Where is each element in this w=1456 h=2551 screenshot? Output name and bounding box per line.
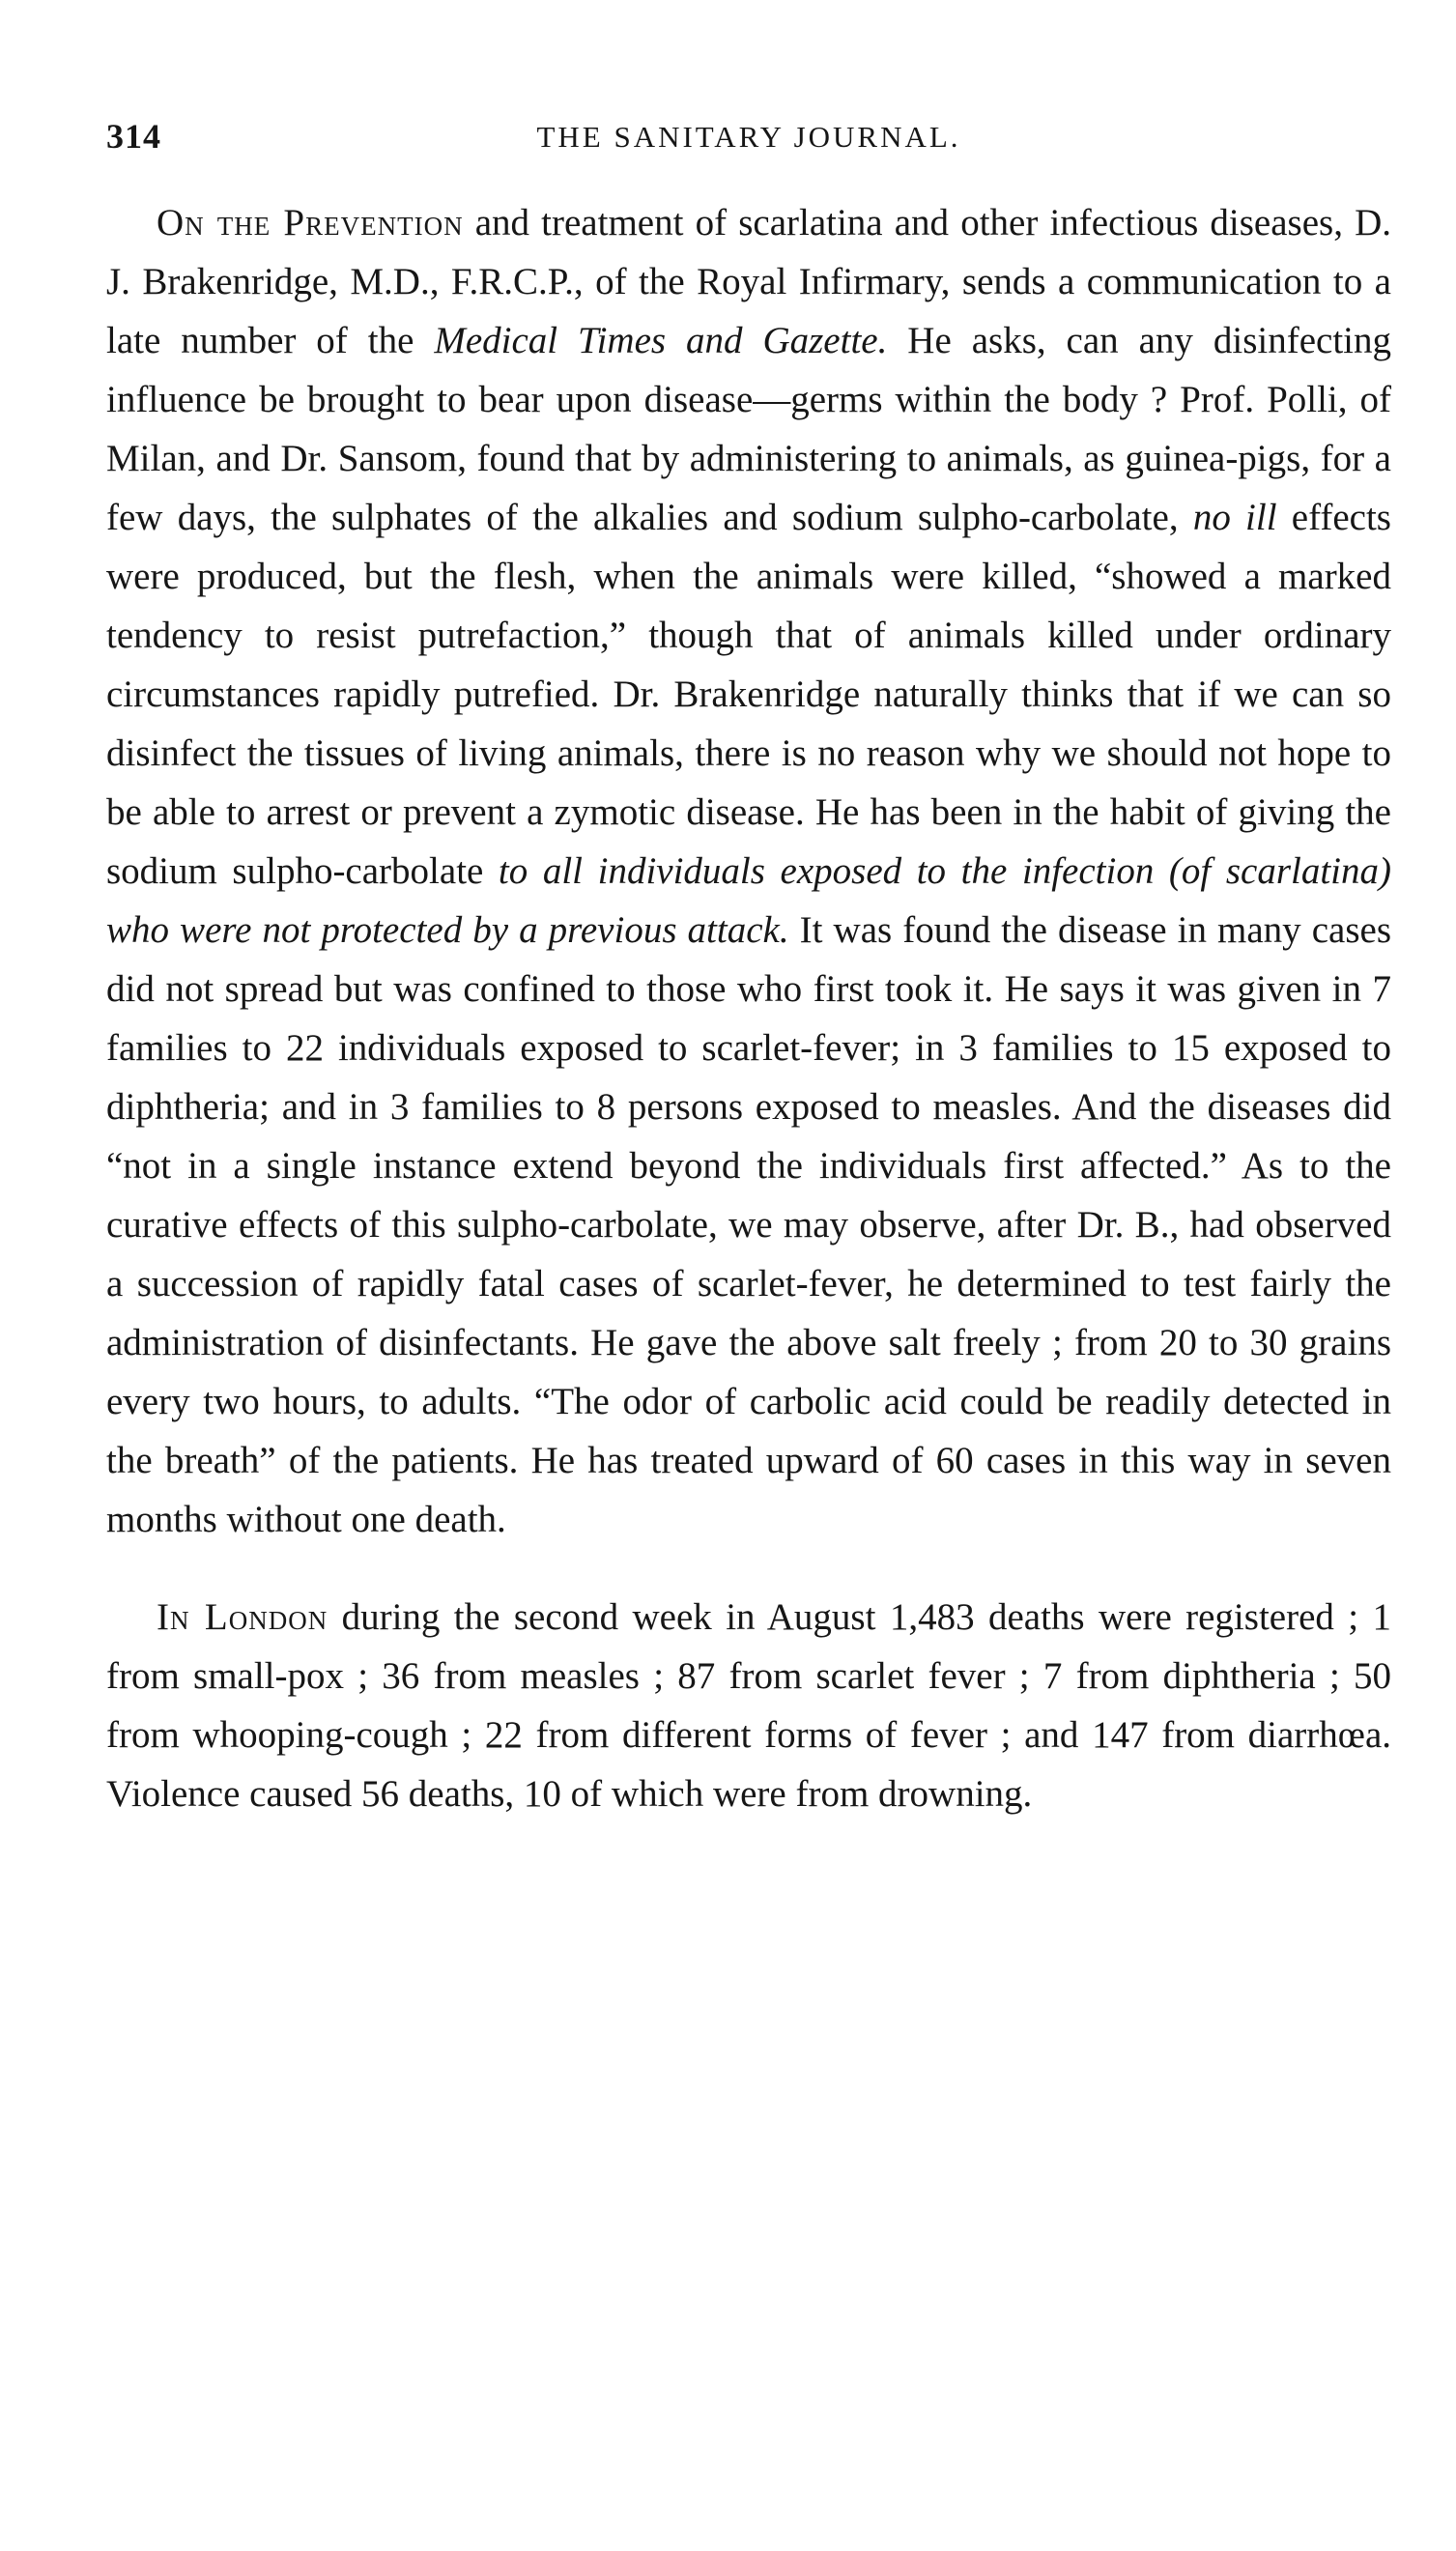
- article-text: He asks, can any disinfecting influence be brought to bear upon disease—germs within the body ? Prof. Polli, of Milan, and Dr. Sansom, found that by administering to animals, as guinea-pigs, for a few days, the sulphates of the alkalies and sodium sulpho-carbolate,: [106, 320, 1391, 538]
- article-text: during the second week in August 1,483 deaths were registered ; 1 from small-pox ; 36 from measles ; 87 from scarlet fever ; 7 from diphtheria ; 50 from whooping-cough ; 22 from different forms of fever ; and 147 from diarrhœa. Violence caused 56 deaths, 10 of which were from drowning.: [106, 1596, 1392, 1815]
- running-head: [106, 97, 1391, 155]
- journal-page: [106, 97, 1391, 1823]
- article-text: It was found the disease in many cases did not spread but was confined to those who first took it. He says it was given in 7 families to 22 individuals exposed to scarlet-fever; in 3 families to 15 exposed to diphtheria; and in 3 families to 8 persons exposed to measles. And the diseases did “not in a single instance extend beyond the individuals first affected.” As to the curative effects of this sulpho-carbolate, we may observe, after Dr. B., had observed a succession of rapidly fatal cases of scarlet-fever, he determined to test fairly the administration of disinfectants. He gave the above salt freely ; from 20 to 30 grains every two hours, to adults. “The odor of carbolic acid could be readily detected in the breath” of the patients. He has treated upward of 60 cases in this way in seven months without one death.: [106, 909, 1391, 1540]
- article-lead-words: On the Prevention: [157, 202, 464, 244]
- journal-title: THE SANITARY JOURNAL.: [536, 120, 961, 154]
- emphasized-text: no ill: [1192, 497, 1277, 538]
- article-text: and treatment of scarlatina and other infectious diseases, D. J. Brakenridge, M.D., F.R.C.P., of the Royal Infirmary, sends a communication to a late number of the: [106, 202, 1391, 361]
- journal-reference: Medical Times and Gazette.: [434, 320, 888, 361]
- emphasized-text: to all individuals exposed to the infection (of scarlatina) who were not protected by a previous attack.: [106, 850, 1391, 951]
- page-number: 314: [106, 117, 161, 156]
- article-text: effects were produced, but the flesh, when the animals were killed, “showed a marked tendency to resist putrefaction,” though that of animals killed under ordinary circumstances rapidly putrefied. Dr. Brakenridge naturally thinks that if we can so disinfect the tissues of living animals, there is no reason why we should not hope to be able to arrest or prevent a zymotic disease. He has been in the habit of giving the sodium sulpho-carbolate: [106, 497, 1391, 892]
- article-london-deaths: [106, 1588, 1391, 1823]
- article-scarlatina-prevention: [106, 193, 1391, 1549]
- article-lead-words: In London: [157, 1596, 328, 1638]
